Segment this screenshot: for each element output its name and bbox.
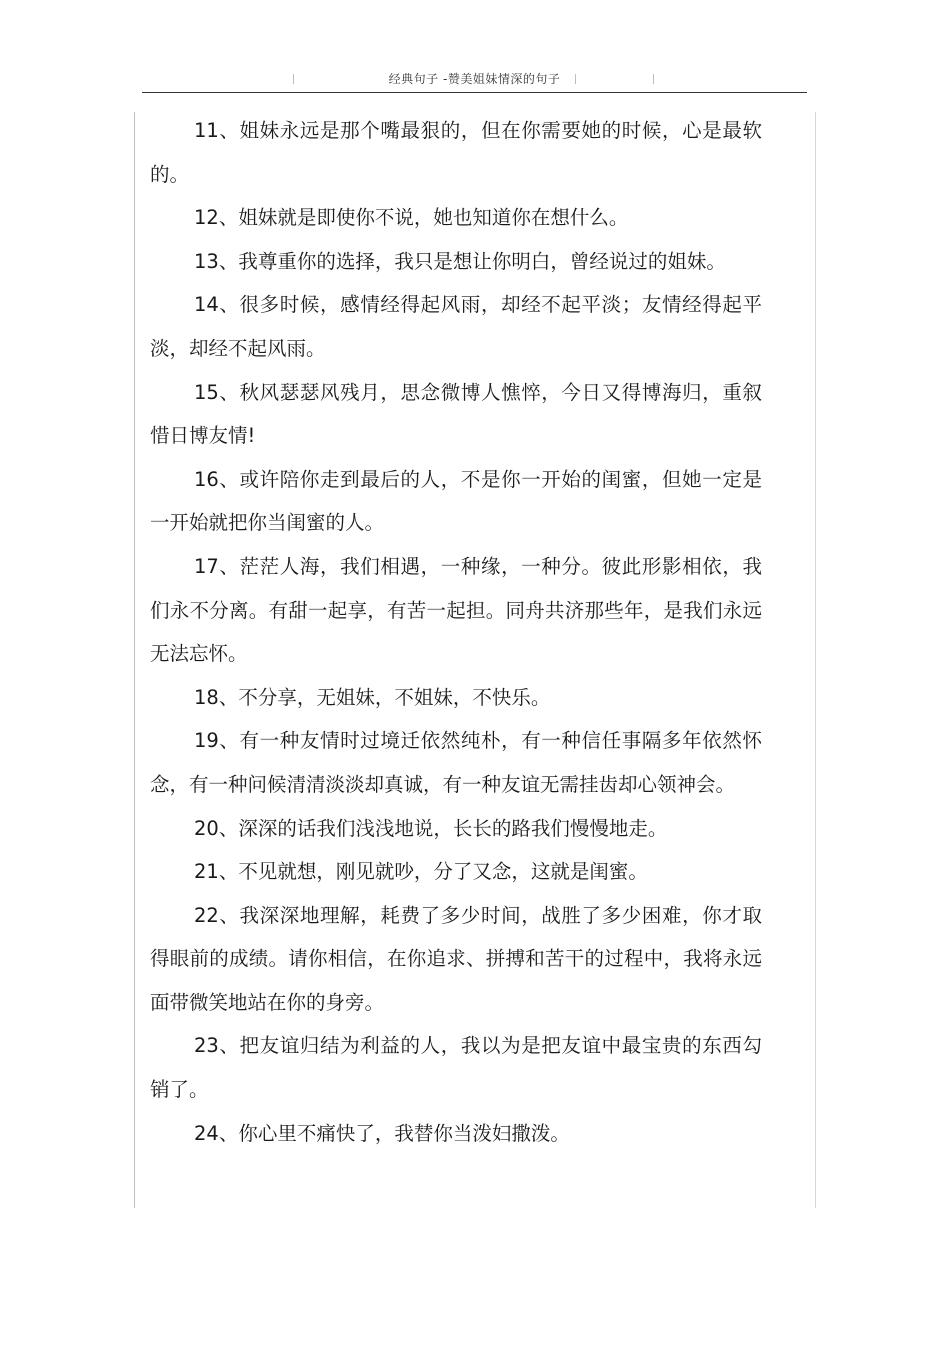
- paragraph-14: 14、很多时候，感情经得起风雨，却经不起平淡；友情经得起平淡，却经不起风雨。: [150, 293, 762, 360]
- paragraph-13: 13、我尊重你的选择，我只是想让你明白，曾经说过的姐妹。: [194, 249, 726, 273]
- paragraph-18: 18、不分享，无姐妹，不姐妹，不快乐。: [194, 685, 551, 709]
- document-body: [150, 109, 762, 1155]
- header-tick-mid: [575, 74, 576, 84]
- paragraph-16: 16、或许陪你走到最后的人，不是你一开始的闺蜜，但她一定是一开始就把你当闺蜜的人。: [150, 467, 762, 535]
- paragraph-15: 15、秋风瑟瑟风残月，思念微博人憔悴，今日又得博海归，重叙惜日博友情!: [150, 380, 762, 448]
- paragraph-12: 12、姐妹就是即使你不说，她也知道你在想什么。: [194, 206, 629, 230]
- paragraph-17: 17、茫茫人海，我们相遇，一种缘，一种分。彼此形影相依，我们永不分离。有甜一起享，有苦一起担。同舟共济那些年，是我们永远无法忘怀。: [150, 554, 762, 666]
- header-tick-right: [653, 74, 654, 84]
- paragraph-24: 24、你心里不痛快了，我替你当泼妇撒泼。: [194, 1121, 570, 1145]
- paragraph-20: 20、深深的话我们浅浅地说，长长的路我们慢慢地走。: [194, 816, 668, 840]
- paragraph-22: 22、我深深地理解，耗费了多少时间，战胜了多少困难，你才取得眼前的成绩。请你相信，在你追求、拼搏和苦干的过程中，我将永远面带微笑地站在你的身旁。: [150, 903, 762, 1014]
- page-header: [142, 64, 807, 93]
- paragraph-21: 21、不见就想，刚见就吵，分了又念，这就是闺蜜。: [194, 860, 648, 884]
- page-border-right: [815, 112, 816, 1208]
- header-title: 经典句子 -赞美姐妹情深的句子: [388, 72, 561, 86]
- paragraph-19: 19、有一种友情时过境迁依然纯朴，有一种信任事隔多年依然怀念，有一种问候清清淡淡却真诚，有一种友谊无需挂齿却心领神会。: [150, 729, 762, 796]
- paragraph-23: 23、把友谊归结为利益的人，我以为是把友谊中最宝贵的东西勾销了。: [150, 1034, 762, 1102]
- paragraph-11: 11、姐妹永远是那个嘴最狠的，但在你需要她的时候，心是最软的。: [150, 119, 762, 186]
- page-border-left: [134, 112, 135, 1208]
